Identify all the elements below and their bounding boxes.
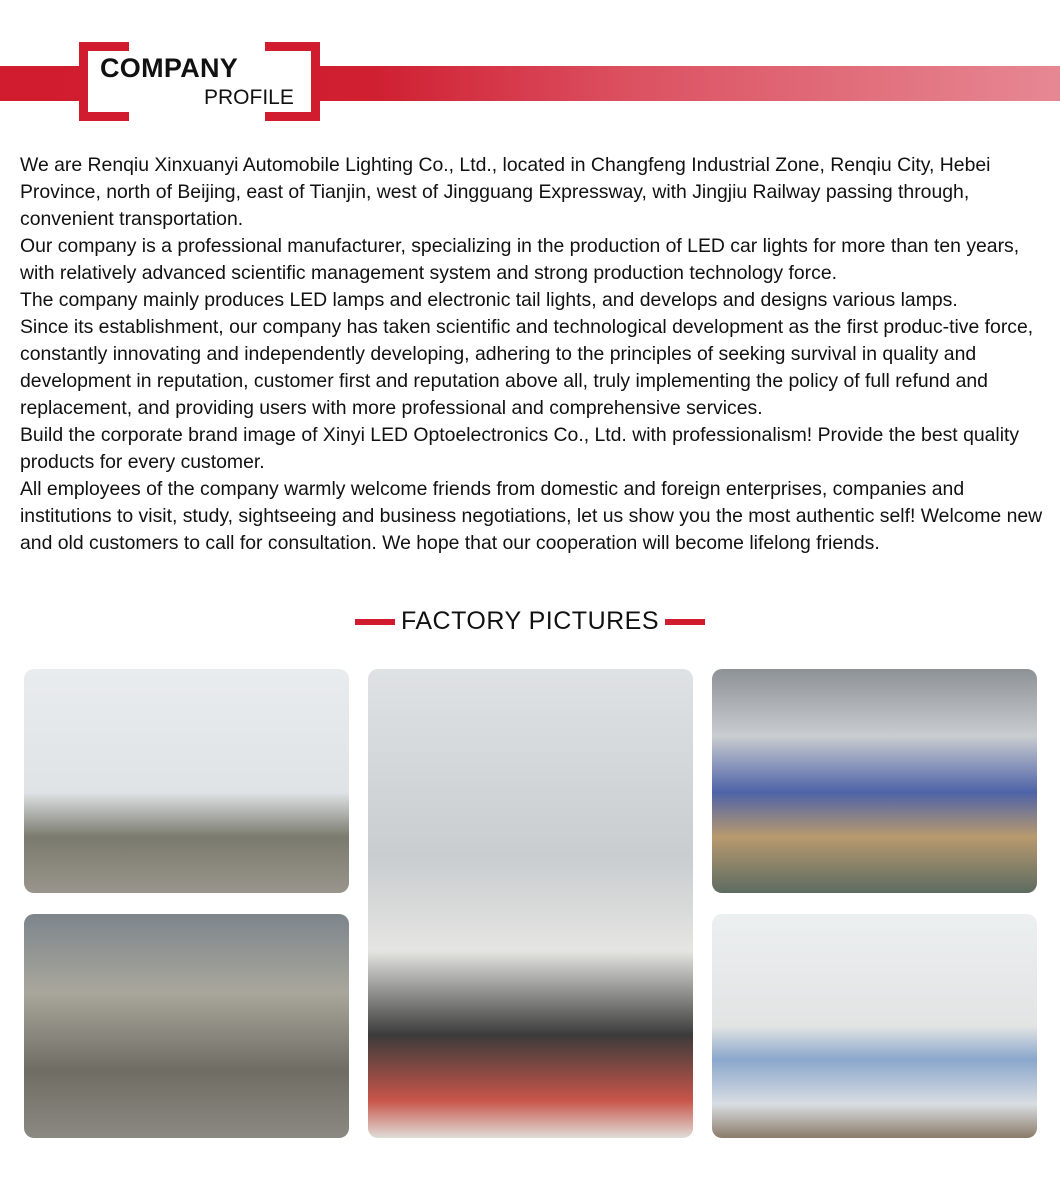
photo-die-casting xyxy=(24,914,349,1138)
photo-office xyxy=(24,669,349,893)
paragraph: Since its establishment, our company has taken scientific and technological development as the first produc-tive force, constantly innovating and independently developing, adhering to the principles of seeking survival in quality and development in reputation, customer first and reputation above all, truly implementing the policy of full refund and replacement, and providing users with more professional and comprehensive services. xyxy=(20,316,1034,419)
photo-packaging xyxy=(712,914,1037,1138)
divider xyxy=(665,619,705,625)
bracket-left-bottom xyxy=(79,112,129,121)
title-profile: PROFILE xyxy=(204,86,294,109)
paragraph: We are Renqiu Xinxuanyi Automobile Lighting Co., Ltd., located in Changfeng Industrial Zone, Renqiu City, Hebei Province, north of Beijing, east of Tianjin, west of Jingguang Expressway, with Jingjiu Railway passing through, convenient transportation. xyxy=(20,154,991,230)
bracket-left-side xyxy=(79,42,88,121)
paragraph: The company mainly produces LED lamps and electronic tail lights, and develops and designs various lamps. xyxy=(20,289,958,311)
photo-injection-machines xyxy=(712,669,1037,893)
divider xyxy=(355,619,395,625)
bracket-right-bottom xyxy=(265,112,320,121)
paragraph: All employees of the company warmly welcome friends from domestic and foreign enterprises, companies and institutions to visit, study, sightseeing and business negotiations, let us show you the most authentic self! Welcome new and old customers to call for consultation. We hope that our cooperation will become lifelong friends. xyxy=(20,478,1043,554)
company-description xyxy=(20,152,1050,557)
photo-assembly-line xyxy=(368,669,693,1138)
factory-title: FACTORY PICTURES xyxy=(400,607,660,635)
bracket-right-side xyxy=(311,42,320,121)
title-company: COMPANY xyxy=(100,53,239,83)
factory-pictures-heading xyxy=(0,607,1060,636)
paragraph: Build the corporate brand image of Xinyi LED Optoelectronics Co., Ltd. with professionalism! Provide the best quality products for every customer. xyxy=(20,424,1020,473)
paragraph: Our company is a professional manufacturer, specializing in the production of LED car lights for more than ten years, with relatively advanced scientific management system and strong production technology force. xyxy=(20,235,1020,284)
